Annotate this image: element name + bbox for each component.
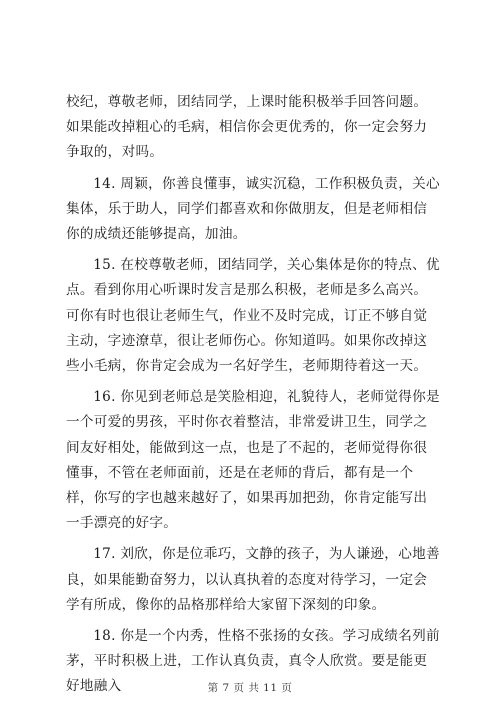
paragraph-continuation: 校纪，尊敬老师，团结同学，上课时能积极举手回答问题。如果能改掉粗心的毛病，相信你会更优秀的，你一定会努力争取的，对吗。 bbox=[66, 94, 428, 161]
page-footer: 第 7 页 共 11 页 bbox=[207, 682, 293, 694]
document-body bbox=[66, 90, 440, 706]
paragraph-15: 15. 在校尊敬老师，团结同学，关心集体是你的特点、优点。看到你用心听课时发言是那么积极，老师是多么高兴。可你有时也很让老师生气，作业不及时完成，订正不够自觉主动，字迹潦草，很让老师伤心。你知道吗。如果你改掉这些小毛病，你肯定会成为一名好学生，老师期待着这一天。 bbox=[66, 257, 440, 375]
paragraph-18: 18. 你是一个内秀，性格不张扬的女孩。学习成绩名列前茅，平时积极上进，工作认真负责，真令人欣赏。要是能更好地融入 bbox=[66, 628, 440, 695]
paragraph-14: 14. 周颖，你善良懂事，诚实沉稳，工作积极负责，关心集体，乐于助人，同学们都喜欢和你做朋友，但是老师相信你的成绩还能够提高，加油。 bbox=[66, 175, 440, 243]
paragraph-17: 17. 刘欣，你是位乖巧，文静的孩子，为人谦逊，心地善良，如果能勤奋努力，以认真执着的态度对待学习，一定会学有所成，像你的品格那样给大家留下深刻的印象。 bbox=[66, 546, 440, 613]
paragraph-16: 16. 你见到老师总是笑脸相迎，礼貌待人，老师觉得你是一个可爱的男孩，平时你衣着整洁，非常爱讲卫生，同学之间友好相处，能做到这一点，也是了不起的，老师觉得你很懂事，不管在老师面前，还是在老师的背后，都有是一个样，你写的字也越来越好了，如果再加把劲，你肯定能写出一手漂亮的好字。 bbox=[66, 389, 440, 532]
